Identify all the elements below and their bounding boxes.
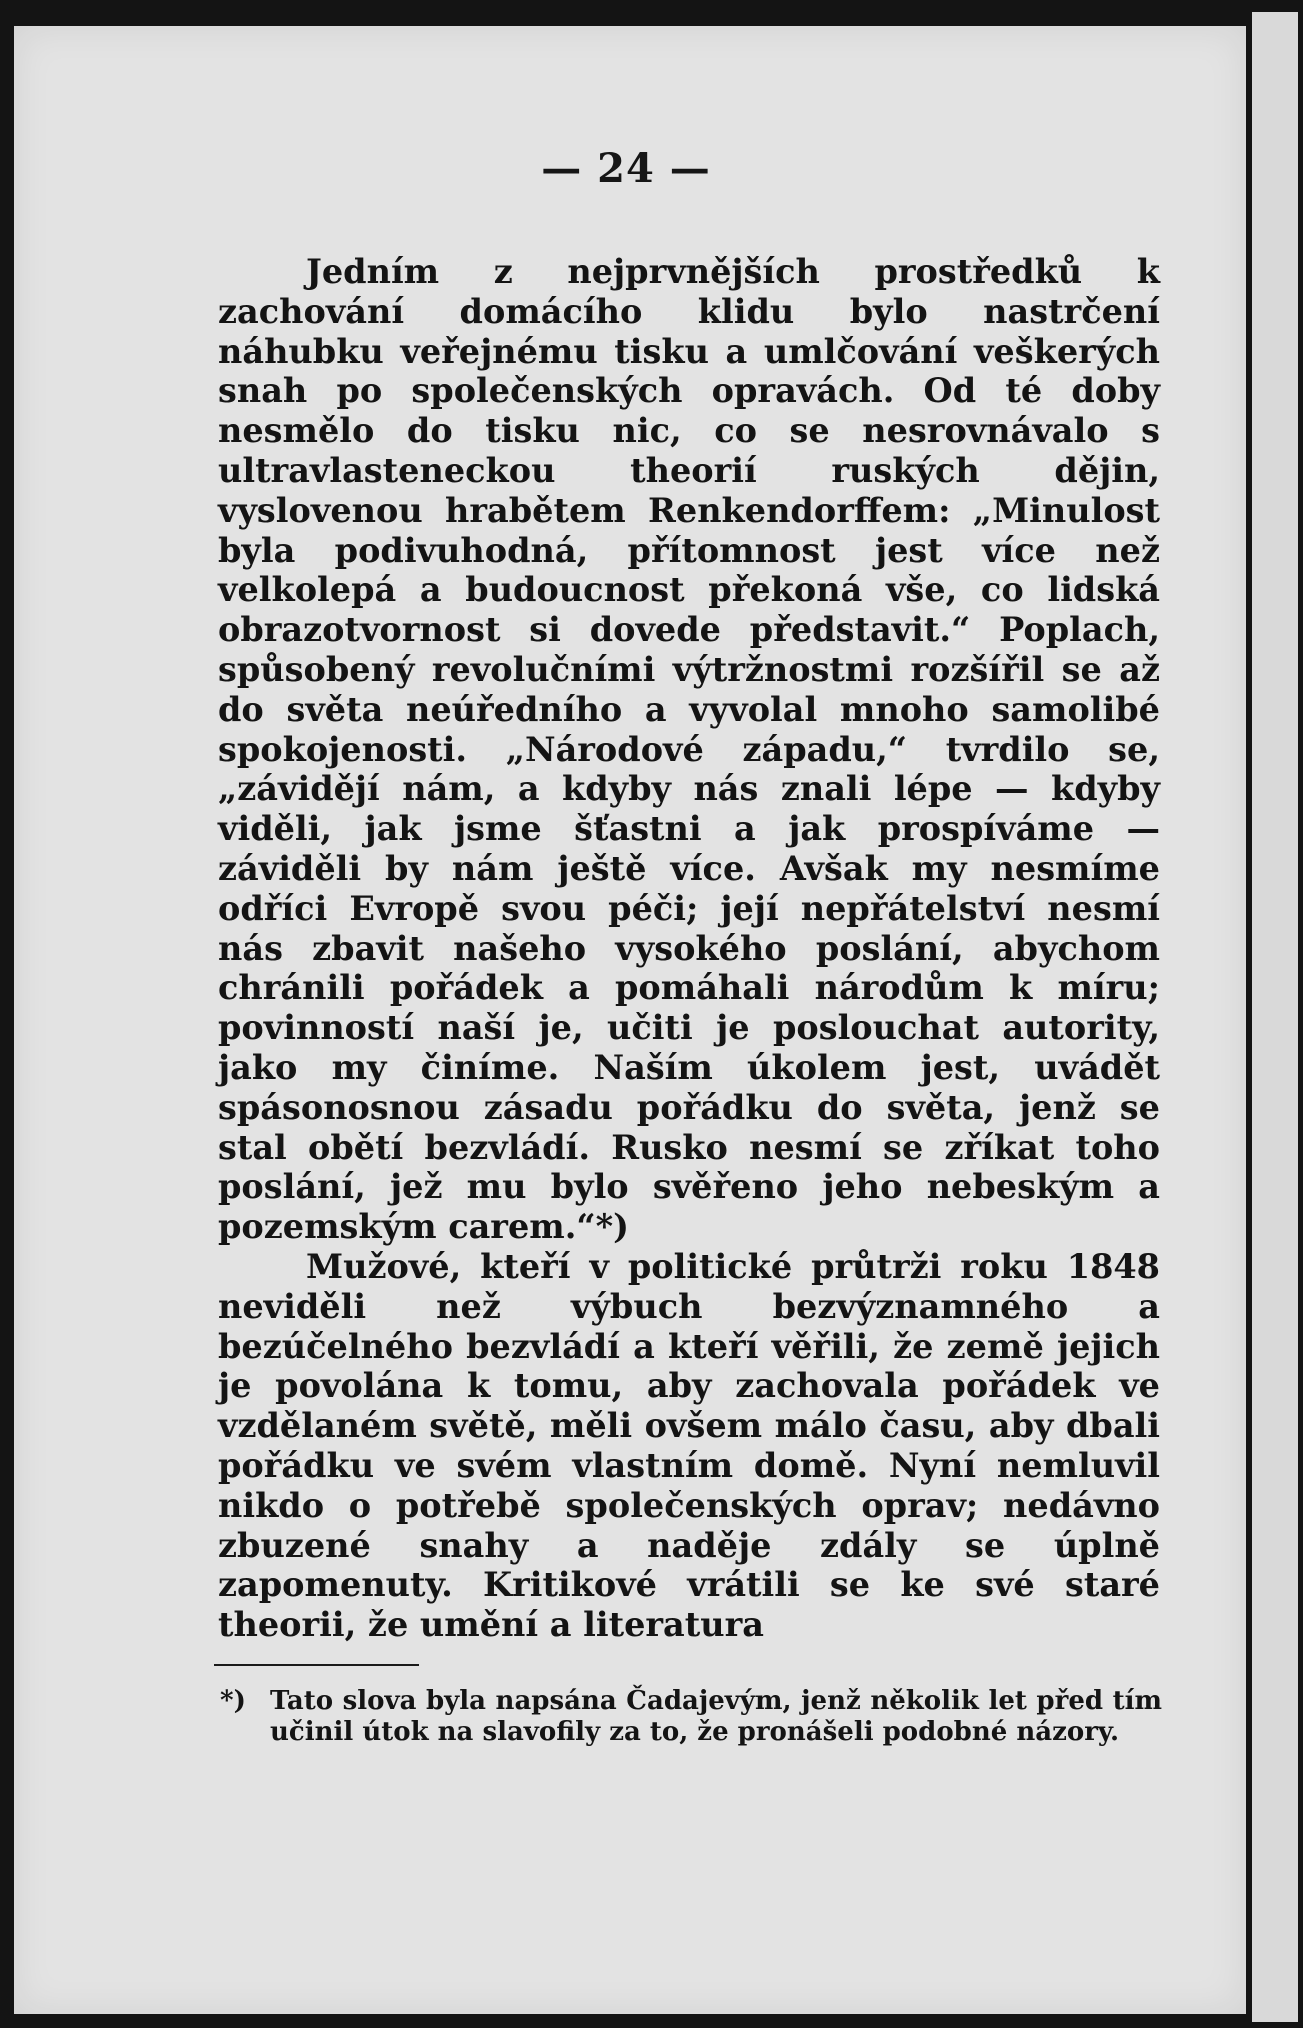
page-number: — 24 — bbox=[541, 145, 711, 192]
footnote-separator bbox=[214, 1664, 419, 1666]
adjacent-page-edge bbox=[1252, 12, 1298, 2022]
footnote-mark: *) bbox=[220, 1686, 246, 1716]
footnote-text: Tato slova byla napsána Čadajevým, jenž několik let před tím učinil útok na slavofily za to, že pronášeli podobné názory. bbox=[270, 1686, 1162, 1747]
body-text bbox=[218, 252, 1160, 1645]
footnote bbox=[220, 1686, 1162, 1748]
paragraph-2: Mužové, kteří v politické průtrži roku 1848 neviděli než výbuch bezvýznamného a bezúčelného bezvládí a kteří věřili, že země jejich je povolána k tomu, aby zachovala pořádek ve vzdělaném světě, měli ovšem málo času, aby dbali pořádku ve svém vlastním domě. Nyní nemluvil nikdo o potřebě společenských oprav; nedávno zbuzené snahy a naděje zdály se úplně zapomenuty. Kritikové vrátili se ke své staré theorii, že umění a literatura bbox=[218, 1246, 1160, 1645]
paragraph-1: Jedním z nejprvnějších prostředků k zachování domácího klidu bylo nastrčení náhubku veřejnému tisku a umlčování veškerých snah po společenských opravách. Od té doby nesmělo do tisku nic, co se nesrovnávalo s ultravlasteneckou theorií ruských dějin, vyslovenou hrabětem Renkendorffem: „Minulost byla podivuhodná, přítomnost jest více než velkolepá a budoucnost překoná vše, co lidská obrazotvornost si dovede představit.“ Poplach, spůsobený revolučními výtržnostmi rozšířil se až do světa neúředního a vyvolal mnoho samolibé spokojenosti. „Národové západu,“ tvrdilo se, „závidějí nám, a kdyby nás znali lépe — kdyby viděli, jak jsme šťastni a jak prospíváme — záviděli by nám ještě více. Avšak my nesmíme odříci Evropě svou péči; její nepřátelství nesmí nás zbavit našeho vysokého poslání, abychom chránili pořádek a pomáhali národům k míru; povinností naší je, učiti je poslouchat autority, jako my činíme. Naším úkolem jest, uvádět spásonosnou zásadu pořádku do světa, jenž se stal obětí bezvládí. Rusko nesmí se zříkat toho poslání, jež mu bylo svěřeno jeho nebeským a pozemským carem.“*) bbox=[218, 252, 1160, 1247]
